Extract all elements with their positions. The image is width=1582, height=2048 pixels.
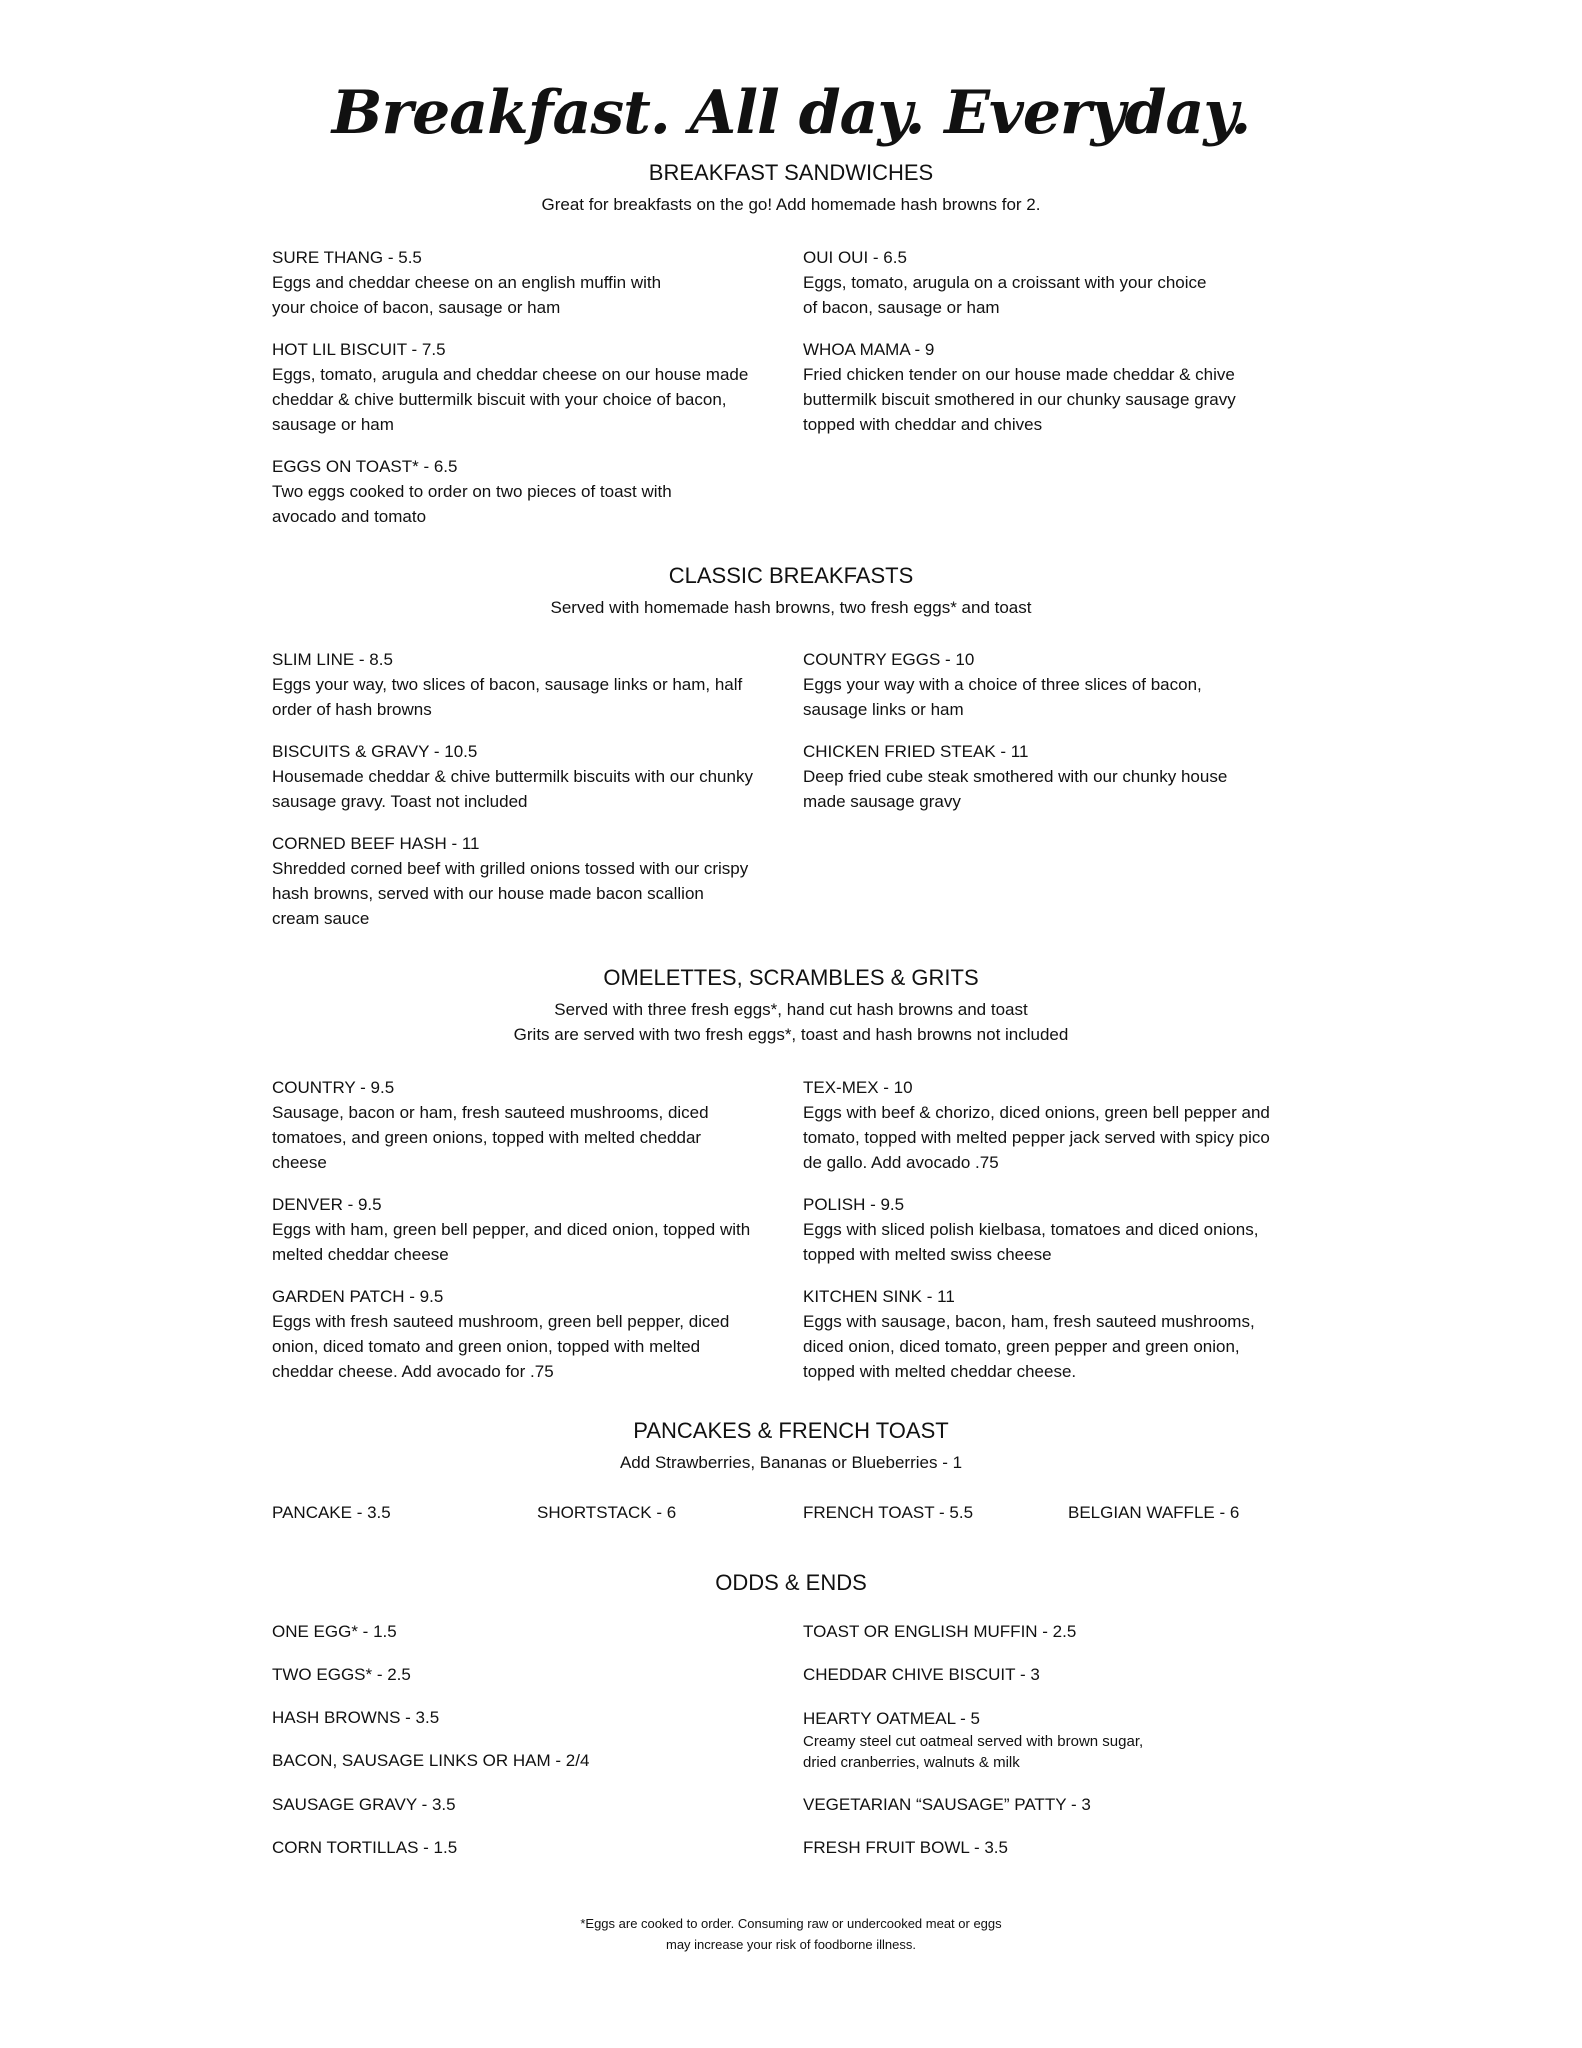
menu-item-shortstack: SHORTSTACK - 6 — [537, 1503, 677, 1522]
menu-item: FRESH FRUIT BOWL - 3.5 — [803, 1838, 1008, 1857]
item-description: Deep fried cube steak smothered with our chunky house made sausage gravy — [803, 767, 1228, 811]
item-name: SURE THANG - 5.5 — [272, 248, 422, 267]
item-name: HEARTY OATMEAL - 5 — [803, 1709, 980, 1728]
section-title-sandwiches: BREAKFAST SANDWICHES — [648, 160, 934, 185]
section-subtitle-classics: Served with homemade hash browns, two fresh eggs* and toast — [550, 598, 1032, 617]
section-title-omelettes: OMELETTES, SCRAMBLES & GRITS — [603, 965, 979, 990]
menu-item — [803, 739, 1333, 814]
item-name: EGGS ON TOAST* - 6.5 — [272, 457, 458, 476]
item-name: HOT LIL BISCUIT - 7.5 — [272, 340, 446, 359]
menu-item — [803, 337, 1333, 437]
item-description: Sausage, bacon or ham, fresh sauteed mushrooms, diced tomatoes, and green onions, topped with melted cheddar cheese — [272, 1103, 709, 1172]
item-name: WHOA MAMA - 9 — [803, 340, 935, 359]
item-name: CORNED BEEF HASH - 11 — [272, 834, 480, 853]
item-name: TEX-MEX - 10 — [803, 1078, 913, 1097]
item-description: Eggs with sausage, bacon, ham, fresh sauteed mushrooms, diced onion, diced tomato, green pepper and green onion, topped with melted cheddar cheese. — [803, 1312, 1255, 1381]
item-name: OUI OUI - 6.5 — [803, 248, 907, 267]
item-description: Eggs, tomato, arugula and cheddar cheese on our house made cheddar & chive buttermilk biscuit with your choice of bacon, sausage or ham — [272, 365, 749, 434]
item-description: Housemade cheddar & chive buttermilk biscuits with our chunky sausage gravy. Toast not included — [272, 767, 753, 811]
section-subtitle-sandwiches: Great for breakfasts on the go! Add homemade hash browns for 2. — [541, 195, 1041, 214]
item-description: Two eggs cooked to order on two pieces of toast with avocado and tomato — [272, 482, 672, 526]
menu-item: HASH BROWNS - 3.5 — [272, 1708, 440, 1727]
item-description: Eggs with ham, green bell pepper, and diced onion, topped with melted cheddar cheese — [272, 1220, 751, 1264]
footer-disclaimer-line-2: may increase your risk of foodborne illness. — [665, 1937, 916, 1952]
menu-item — [803, 647, 1333, 722]
menu-item — [803, 1284, 1333, 1384]
item-description: Eggs with sliced polish kielbasa, tomatoes and diced onions, topped with melted swiss cheese — [803, 1220, 1259, 1264]
menu-item-pancake: PANCAKE - 3.5 — [272, 1503, 391, 1522]
item-name: BISCUITS & GRAVY - 10.5 — [272, 742, 478, 761]
section-subtitle-omelettes-1: Served with three fresh eggs*, hand cut hash browns and toast — [554, 1000, 1028, 1019]
item-name: GARDEN PATCH - 9.5 — [272, 1287, 444, 1306]
footer-disclaimer-line-1: *Eggs are cooked to order. Consuming raw or undercooked meat or eggs — [580, 1916, 1002, 1931]
menu-item: CORN TORTILLAS - 1.5 — [272, 1838, 458, 1857]
menu-item — [803, 1075, 1333, 1175]
menu-item: ONE EGG* - 1.5 — [272, 1622, 397, 1641]
menu-item: SAUSAGE GRAVY - 3.5 — [272, 1795, 456, 1814]
menu-item — [272, 1192, 802, 1267]
menu-item — [272, 1075, 802, 1175]
item-name: KITCHEN SINK - 11 — [803, 1287, 955, 1306]
item-name: POLISH - 9.5 — [803, 1195, 905, 1214]
item-description: Eggs your way with a choice of three slices of bacon, sausage links or ham — [803, 675, 1202, 719]
item-name: COUNTRY - 9.5 — [272, 1078, 395, 1097]
menu-item-belgian-waffle: BELGIAN WAFFLE - 6 — [1068, 1503, 1240, 1522]
menu-item: VEGETARIAN “SAUSAGE” PATTY - 3 — [803, 1795, 1091, 1814]
item-description: Eggs with beef & chorizo, diced onions, green bell pepper and tomato, topped with melted pepper jack served with spicy pico de gallo. Add avocado .75 — [803, 1103, 1270, 1172]
item-description: Eggs, tomato, arugula on a croissant with your choice of bacon, sausage or ham — [803, 273, 1207, 317]
item-description: Eggs and cheddar cheese on an english muffin with your choice of bacon, sausage or ham — [272, 273, 662, 317]
menu-item — [272, 647, 802, 722]
section-title-pancakes: PANCAKES & FRENCH TOAST — [633, 1418, 949, 1443]
menu-item — [272, 337, 802, 437]
item-name: SLIM LINE - 8.5 — [272, 650, 393, 669]
menu-item — [272, 739, 802, 814]
section-title-classics: CLASSIC BREAKFASTS — [668, 563, 914, 588]
section-subtitle-omelettes-2: Grits are served with two fresh eggs*, toast and hash browns not included — [513, 1025, 1069, 1044]
item-name: DENVER - 9.5 — [272, 1195, 382, 1214]
menu-item — [272, 831, 802, 931]
menu-item — [803, 1192, 1333, 1267]
page-title: Breakfast. All day. Everyday. — [331, 78, 1251, 148]
item-description: Creamy steel cut oatmeal served with brown sugar, dried cranberries, walnuts & milk — [803, 1733, 1144, 1771]
menu-item-french-toast: FRENCH TOAST - 5.5 — [803, 1503, 974, 1522]
item-description: Fried chicken tender on our house made cheddar & chive buttermilk biscuit smothered in our chunky sausage gravy topped with cheddar and chives — [803, 365, 1236, 434]
item-description: Shredded corned beef with grilled onions tossed with our crispy hash browns, served with our house made bacon scallion cream sauce — [272, 859, 749, 928]
menu-item: TOAST OR ENGLISH MUFFIN - 2.5 — [803, 1622, 1077, 1641]
menu-item: CHEDDAR CHIVE BISCUIT - 3 — [803, 1665, 1040, 1684]
section-title-odds: ODDS & ENDS — [715, 1570, 867, 1595]
item-description: Eggs with fresh sauteed mushroom, green bell pepper, diced onion, diced tomato and green onion, topped with melted cheddar cheese. Add avocado for .75 — [272, 1312, 730, 1381]
menu-item — [272, 454, 802, 529]
menu-item — [803, 1706, 1333, 1773]
menu-item — [272, 1284, 802, 1384]
menu-item: BACON, SAUSAGE LINKS OR HAM - 2/4 — [272, 1751, 590, 1770]
item-description: Eggs your way, two slices of bacon, sausage links or ham, half order of hash browns — [272, 675, 743, 719]
item-name: CHICKEN FRIED STEAK - 11 — [803, 742, 1029, 761]
item-name: COUNTRY EGGS - 10 — [803, 650, 975, 669]
menu-item — [803, 245, 1333, 320]
menu-item — [272, 245, 802, 320]
menu-item: TWO EGGS* - 2.5 — [272, 1665, 411, 1684]
section-subtitle-pancakes: Add Strawberries, Bananas or Blueberries - 1 — [619, 1453, 963, 1472]
